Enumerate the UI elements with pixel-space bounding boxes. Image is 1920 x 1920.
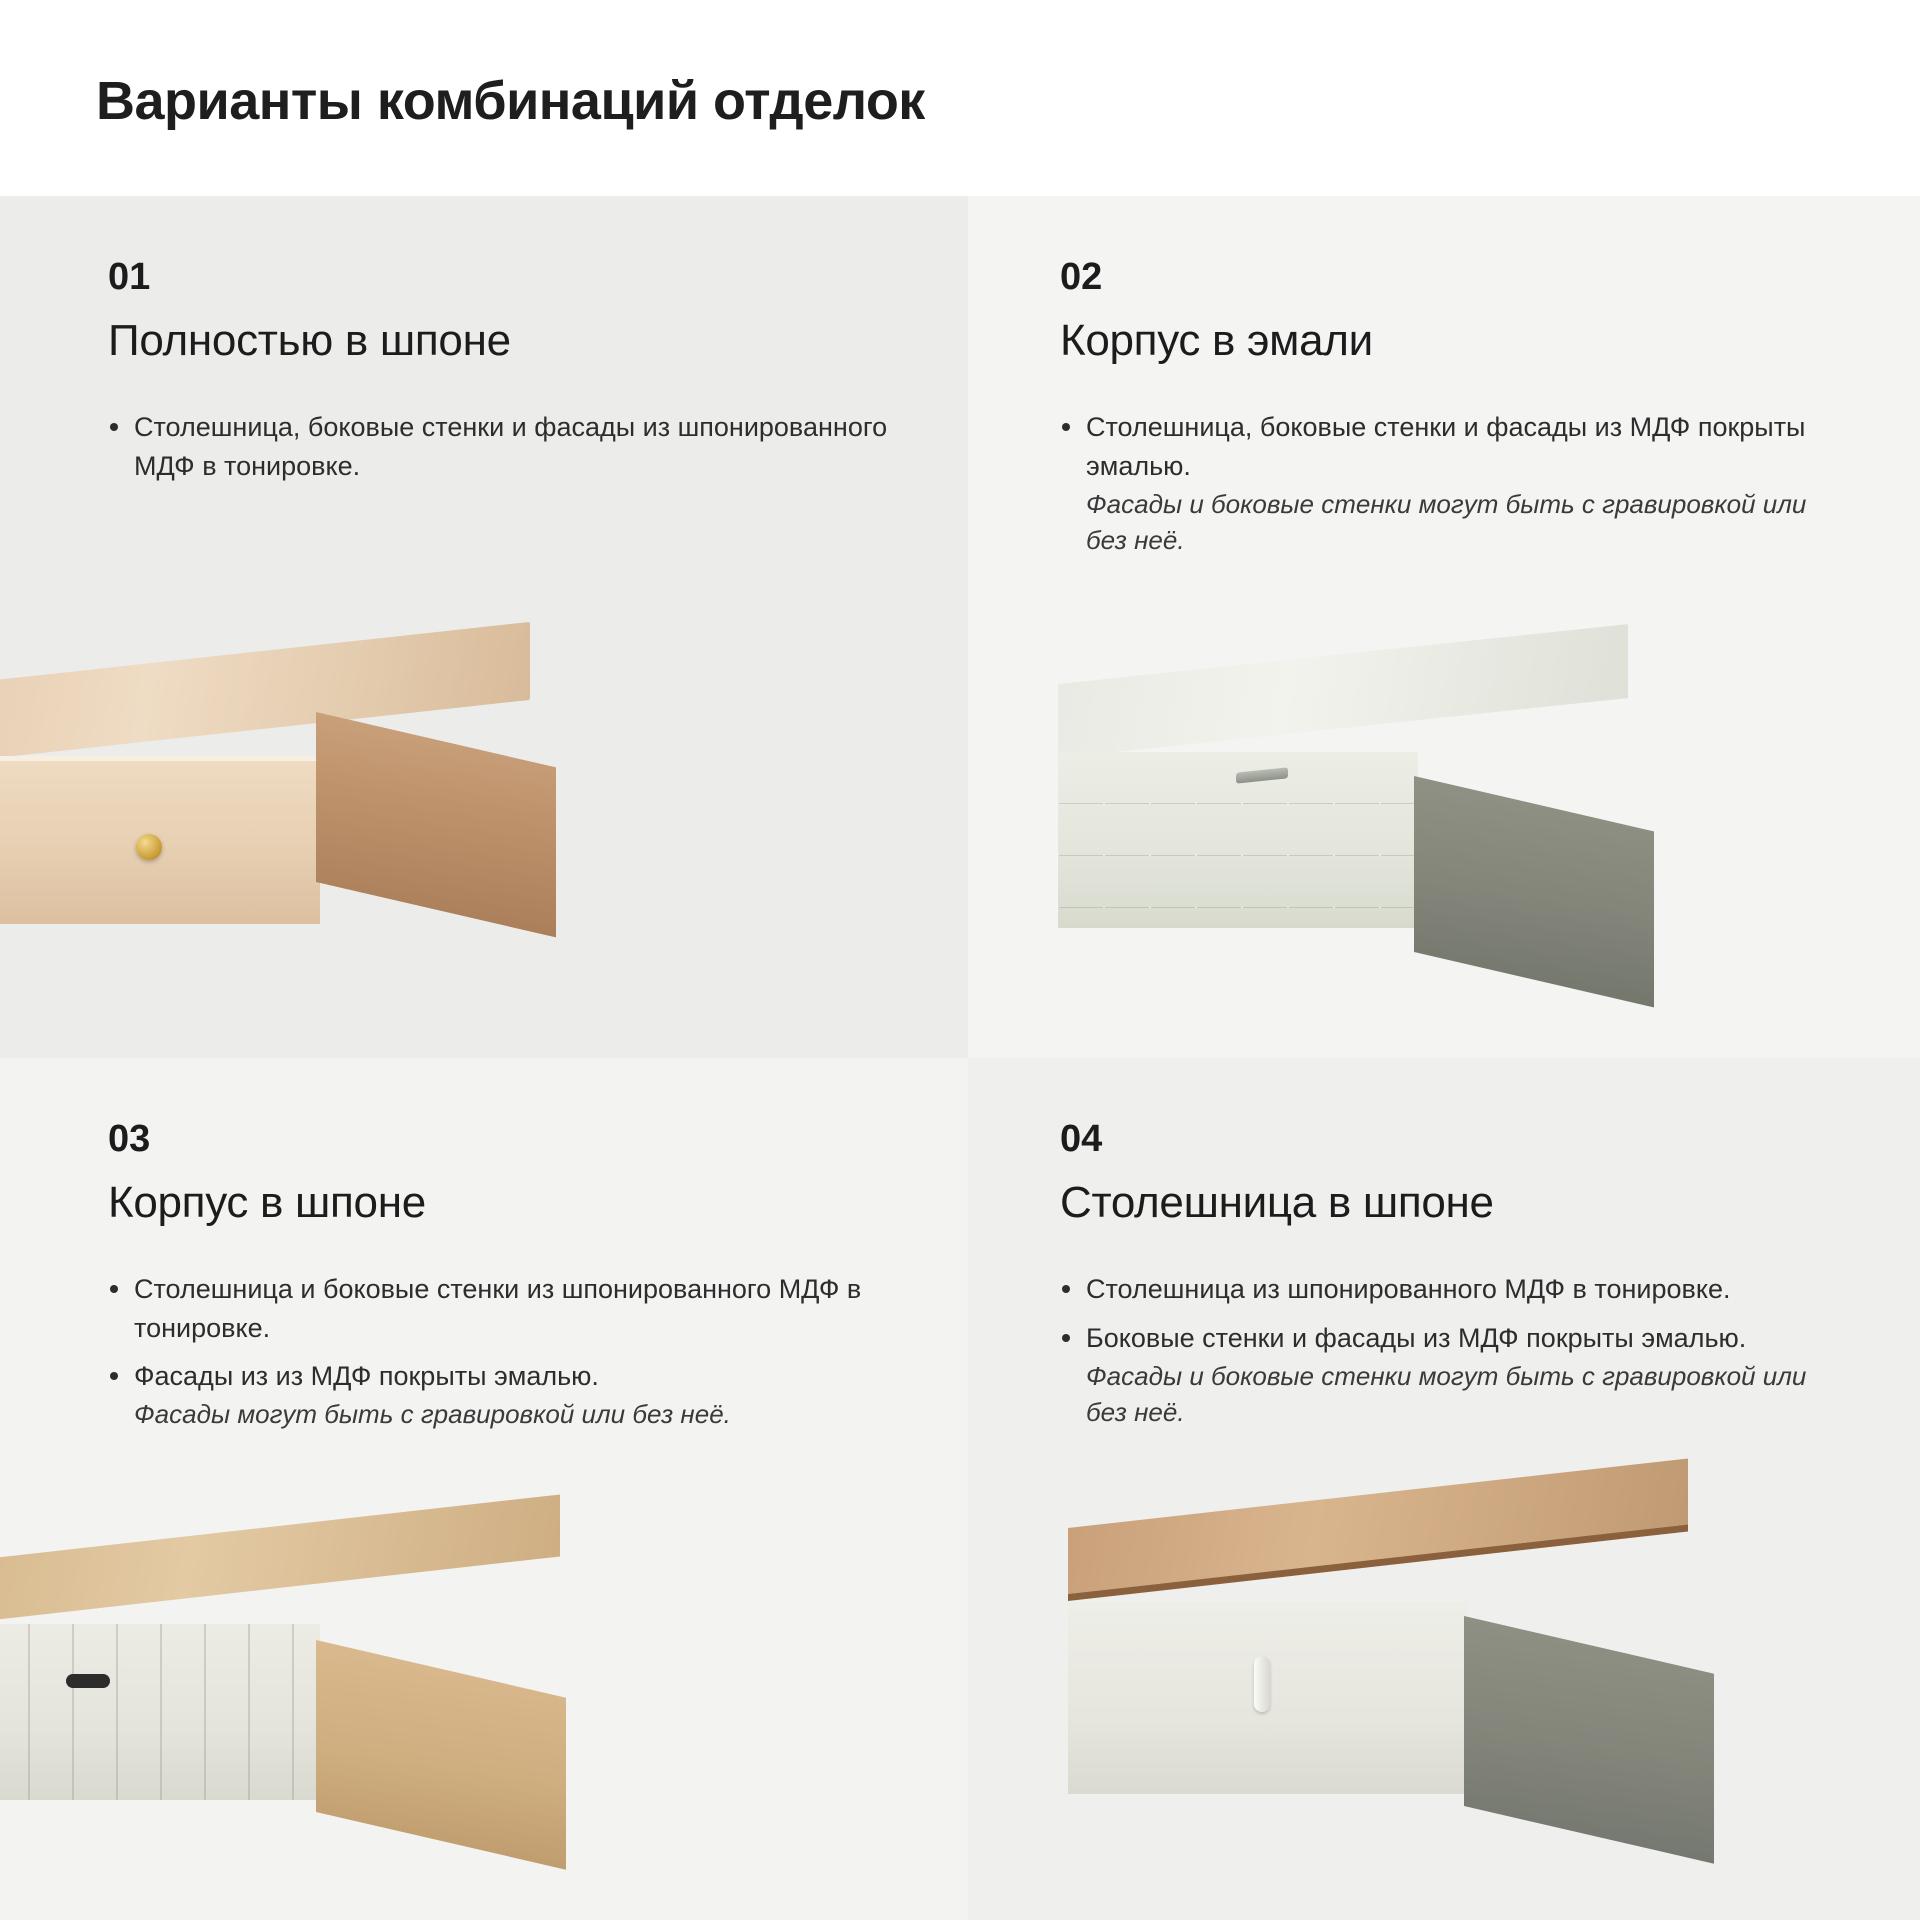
countertop-surface — [0, 622, 530, 764]
side-panel — [316, 712, 556, 937]
list-item — [1060, 1270, 1846, 1308]
side-panel — [1414, 776, 1654, 1007]
option-card-01-body — [0, 196, 968, 485]
option-title: Корпус в шпоне — [108, 1178, 426, 1227]
engraving-pattern — [0, 1624, 320, 1800]
bar-handle — [1236, 767, 1288, 783]
option-number: 03 — [108, 1118, 151, 1160]
option-number: 02 — [1060, 256, 1103, 298]
bullet-text: Фасады из из МДФ покрыты эмалью. — [134, 1360, 599, 1391]
bullet-text: Столешница, боковые стенки и фасады из МДФ покрыты эмалью. — [1086, 412, 1806, 481]
option-card-01 — [0, 196, 968, 1058]
option-title: Столешница в шпоне — [1060, 1178, 1494, 1227]
drawer-front — [0, 1624, 320, 1800]
black-bar-handle — [66, 1674, 110, 1688]
bullet-note: Фасады и боковые стенки могут быть с гравировкой или без неё. — [1086, 488, 1807, 555]
product-illustration-01 — [0, 686, 640, 1016]
option-card-03 — [0, 1058, 968, 1920]
drawer-front — [1058, 752, 1418, 928]
list-item — [108, 408, 894, 485]
option-card-02 — [968, 196, 1920, 1058]
option-card-04-body — [968, 1058, 1920, 1431]
page-header — [0, 0, 1920, 196]
bullet-text: Боковые стенки и фасады из МДФ покрыты эмалью. — [1086, 1322, 1747, 1353]
option-title: Корпус в эмали — [1060, 316, 1373, 365]
option-bullet-list — [108, 408, 968, 485]
product-illustration-04 — [1068, 1498, 1828, 1878]
bullet-text: Столешница, боковые стенки и фасады из шпонированного МДФ в тонировке. — [134, 412, 888, 481]
countertop-surface — [0, 1494, 560, 1626]
product-illustration-03 — [0, 1528, 660, 1878]
list-item — [1060, 408, 1846, 558]
countertop-surface — [1058, 624, 1628, 758]
bullet-note: Фасады и боковые стенки могут быть с гравировкой или без неё. — [1086, 1360, 1807, 1427]
side-panel — [316, 1640, 566, 1870]
engraving-pattern — [1058, 752, 1418, 928]
drawer-front — [1068, 1602, 1468, 1794]
option-bullet-list — [108, 1270, 968, 1433]
option-card-04 — [968, 1058, 1920, 1920]
option-card-03-body — [0, 1058, 968, 1433]
list-item — [1060, 1319, 1846, 1431]
bullet-text: Столешница и боковые стенки из шпонированного МДФ в тонировке. — [134, 1274, 862, 1343]
list-item — [108, 1270, 894, 1347]
vertical-handle — [1254, 1656, 1270, 1712]
bullet-text: Столешница из шпонированного МДФ в тонировке. — [1086, 1274, 1731, 1305]
drawer-front — [0, 756, 320, 924]
option-number: 04 — [1060, 1118, 1103, 1160]
option-number: 01 — [108, 256, 151, 298]
options-grid — [0, 196, 1920, 1920]
option-card-02-body — [968, 196, 1920, 559]
bullet-note: Фасады могут быть с гравировкой или без неё. — [134, 1399, 731, 1430]
front-top-edge — [0, 756, 320, 761]
product-illustration-02 — [1058, 666, 1788, 1016]
page-title: Варианты комбинаций отделок — [96, 71, 925, 131]
list-item — [108, 1357, 894, 1433]
option-bullet-list — [1060, 1270, 1880, 1430]
brass-knob-handle — [136, 834, 162, 860]
side-panel — [1464, 1616, 1714, 1864]
option-title: Полностью в шпоне — [108, 316, 511, 365]
option-bullet-list — [1060, 408, 1880, 558]
countertop-surface — [1068, 1458, 1688, 1601]
